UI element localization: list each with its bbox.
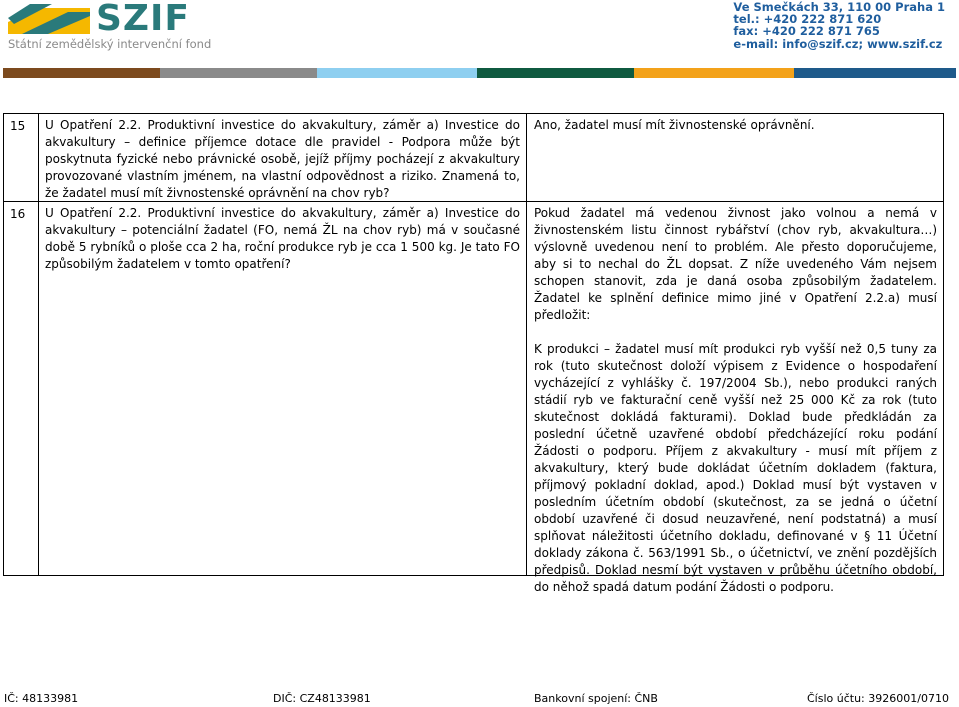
szif-logo-icon (8, 4, 90, 34)
footer-ico: IČ: 48133981 (4, 692, 79, 705)
answer-paragraph: Pokud žadatel má vedenou živnost jako volnou a nemá v živnostenském listu činnost rybářství (chov ryb, akvakultura…) výslovně uvedenou není to problém. Ale přesto doporučujeme, aby si to nechal do ŽL dopsat. Z níže uvedeného Vám nejsem schopen stanovit, zda je daná osoba způsobilým žadatelem. Žadatel ke splnění definice mimo jiné v Opatření 2.2.a) musí předložit: (534, 206, 937, 322)
logo-text: SZIF (96, 0, 191, 39)
question-text: U Opatření 2.2. Produktivní investice do akvakultury, záměr a) Investice do akvakultury – definice příjemce dotace dle pravidel - Podpora může být poskytnuta fyzické nebo právnické osobě, jejíž příjmy pocházejí z akvakultury provozované vlastním jménem, na vlastní odpovědnost a riziko. Znamená to, že žadatel musí mít živnostenské oprávnění na chov ryb? (45, 118, 520, 200)
address-line: Ve Smečkách 33, 110 00 Praha 1 (733, 0, 945, 14)
color-bar-segment (3, 68, 160, 78)
question-cell (39, 202, 527, 576)
question-text: U Opatření 2.2. Produktivní investice do akvakultury, záměr a) Investice do akvakultury – potenciální žadatel (FO, nemá ŽL na chov ryb) má v současné době 5 rybníků o ploše cca 2 ha, roční produkce ryb je cca 1 500 kg. Je tato FO způsobilým žadatelem v tomto opatření? (45, 206, 520, 271)
row-number: 15 (10, 119, 26, 133)
footer-bank: Bankovní spojení: ČNB (534, 692, 658, 705)
table-row (4, 114, 944, 202)
table-row (4, 202, 944, 576)
contact-address (733, 1, 945, 50)
question-cell (39, 114, 527, 202)
row-number-cell (4, 114, 39, 202)
footer (0, 692, 959, 706)
answer-text: Ano, žadatel musí mít živnostenské oprávnění. (534, 118, 815, 132)
logo-subtitle: Státní zemědělský intervenční fond (8, 37, 212, 51)
fax-line: fax: +420 222 871 765 (733, 24, 880, 39)
color-bar-segment (477, 68, 634, 78)
color-bar-segment (634, 68, 794, 78)
row-number: 16 (10, 207, 26, 221)
color-bar-segment (317, 68, 477, 78)
footer-dic: DIČ: CZ48133981 (273, 692, 371, 705)
row-number-cell (4, 202, 39, 576)
email-line: e-mail: info@szif.cz; www.szif.cz (733, 36, 943, 51)
phone-line: tel.: +420 222 871 620 (733, 12, 882, 27)
faq-table (3, 113, 944, 594)
answer-cell (527, 114, 944, 202)
answer-cell (527, 202, 944, 594)
color-bar-segment (160, 68, 317, 78)
letterhead (0, 0, 959, 64)
color-bar (3, 68, 956, 78)
color-bar-segment (794, 68, 956, 78)
answer-paragraph: K produkci – žadatel musí mít produkci ryb vyšší než 0,5 tuny za rok (tuto skutečnost doloží výpisem z Evidence o hospodaření vycházející z vyhlášky č. 197/2004 Sb.), nebo produkci raných stádií ryb ve fakturační ceně vyšší než 25 000 Kč za rok (tuto skutečnost dokládá fakturami). Doklad bude předkládán za poslední účetně uzavřené období předcházející roku podání Žádosti o podporu. Příjem z akvakultury - musí mít příjem z akvakultury, který bude dokládat účetním dokladem (faktura, příjmový pokladní doklad, apod.) Doklad musí být vystaven v posledním účetním období (skutečnost, za se jedná o účetní období uzavřené či dosud neuzavřené, není podstatná) a musí splňovat náležitosti účetního dokladu, definované v § 11 Účetní doklady zákona č. 563/1991 Sb., o účetnictví, ve znění pozdějších předpisů. Doklad nesmí být vystaven v průběhu účetního období, do něhož spadá datum podání Žádosti o podporu. (534, 342, 937, 594)
footer-account: Číslo účtu: 3926001/0710 (807, 692, 949, 705)
